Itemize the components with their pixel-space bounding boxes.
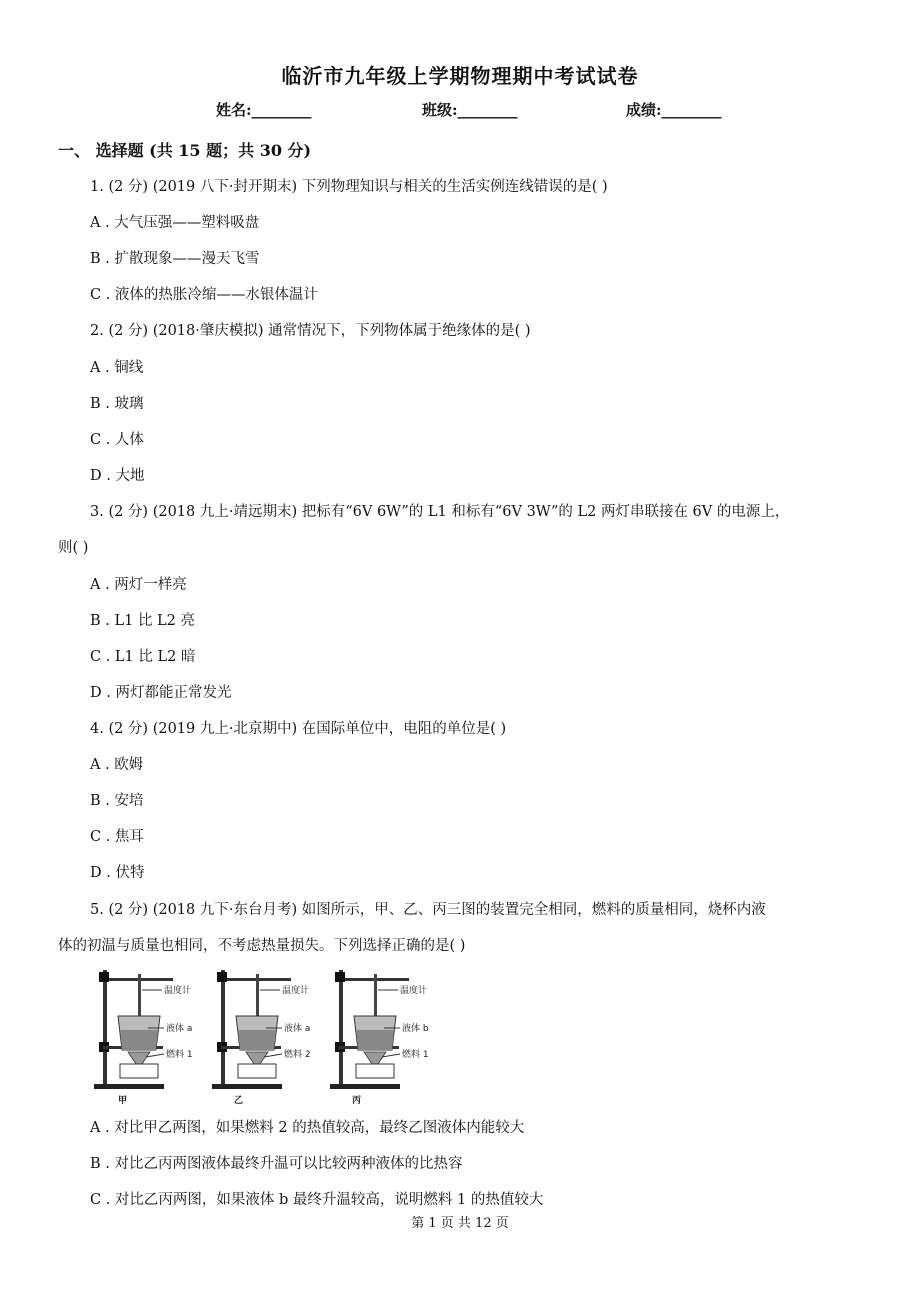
label-jia: 甲 [118, 1096, 128, 1105]
question-4-stem: 4. (2 分) (2019 九上·北京期中) 在国际单位中，电阻的单位是( ) [90, 721, 507, 737]
question-2-option-a: A . 铜线 [90, 360, 144, 376]
question-5-stem: 5. (2 分) (2018 九下·东台月考) 如图所示，甲、乙、丙三图的装置完全相同，燃料的质量相同，烧杯内液 [90, 902, 766, 918]
class-field: 班级:________ [422, 101, 518, 119]
apparatus-jia [94, 970, 193, 1105]
question-1-stem: 1. (2 分) (2019 八下·封开期末) 下列物理知识与相关的生活实例连线错误的是( ) [90, 179, 608, 195]
label-liquid-1: 液体 a [166, 1024, 193, 1034]
question-2-option-d: D . 大地 [90, 468, 145, 484]
question-5-option-c: C . 对比乙丙两图，如果液体 b 最终升温较高，说明燃料 1 的热值较大 [90, 1192, 544, 1208]
question-5-stem-cont: 体的初温与质量也相同，不考虑热量损失。下列选择正确的是( ) [58, 938, 466, 954]
question-3-option-c: C . L1 比 L2 暗 [90, 649, 196, 665]
question-3-option-a: A . 两灯一样亮 [90, 577, 187, 593]
question-1-option-b: B . 扩散现象——漫天飞雪 [90, 251, 260, 267]
label-thermometer-1: 温度计 [164, 986, 192, 996]
question-5-option-a: A . 对比甲乙两图，如果燃料 2 的热值较高，最终乙图液体内能较大 [90, 1120, 525, 1136]
question-4-option-c: C . 焦耳 [90, 829, 144, 845]
question-4-option-d: D . 伏特 [90, 865, 145, 881]
page-title: 临沂市九年级上学期物理期中考试试卷 [281, 64, 639, 88]
label-liquid-3: 液体 b [402, 1024, 429, 1034]
question-5-option-b: B . 对比乙丙两图液体最终升温可以比较两种液体的比热容 [90, 1156, 463, 1172]
question-3-stem: 3. (2 分) (2018 九上·靖远期末) 把标有“6V 6W”的 L1 和标有“6V 3W”的 L2 两灯串联接在 6V 的电源上， [90, 504, 790, 520]
label-fuel-1: 燃料 1 [166, 1050, 193, 1060]
question-3-stem-cont: 则( ) [58, 540, 89, 556]
label-liquid-2: 液体 a [284, 1024, 311, 1034]
experiment-figure [90, 960, 450, 1105]
question-3-option-d: D . 两灯都能正常发光 [90, 685, 232, 701]
question-4-option-b: B . 安培 [90, 793, 144, 809]
question-2-stem: 2. (2 分) (2018·肇庆模拟) 通常情况下，下列物体属于绝缘体的是( ) [90, 323, 531, 339]
question-1-option-a: A . 大气压强——塑料吸盘 [90, 215, 260, 231]
label-thermometer-3: 温度计 [400, 986, 428, 996]
page-footer: 第 1 页 共 12 页 [411, 1216, 509, 1231]
name-field: 姓名:________ [216, 101, 312, 119]
score-field: 成绩:________ [626, 101, 722, 119]
question-2-option-b: B . 玻璃 [90, 396, 144, 412]
apparatus-yi [212, 970, 311, 1105]
section-heading: 一、 选择题 (共 15 题；共 30 分) [58, 141, 312, 160]
question-3-option-b: B . L1 比 L2 亮 [90, 613, 196, 629]
question-2-option-c: C . 人体 [90, 432, 144, 448]
label-thermometer-2: 温度计 [282, 986, 310, 996]
label-bing: 丙 [352, 1096, 362, 1105]
label-yi: 乙 [234, 1096, 244, 1105]
question-1-option-c: C . 液体的热胀冷缩——水银体温计 [90, 287, 318, 303]
label-fuel-3: 燃料 1 [402, 1050, 429, 1060]
label-fuel-2: 燃料 2 [284, 1050, 311, 1060]
question-4-option-a: A . 欧姆 [90, 757, 144, 773]
apparatus-bing [330, 970, 429, 1105]
